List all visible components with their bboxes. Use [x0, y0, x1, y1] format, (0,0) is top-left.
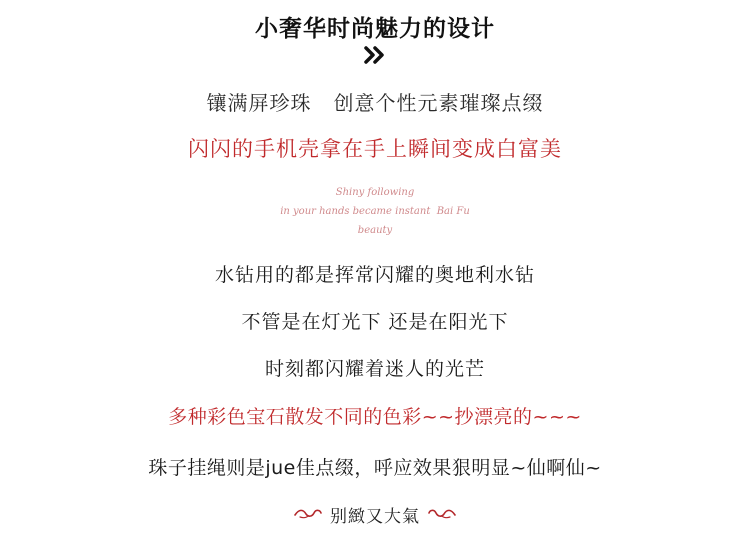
body-line-4: 珠子挂绳则是jue佳点缀，呼应效果狠明显~仙啊仙~	[148, 457, 602, 479]
page-title: 小奢华时尚魅力的设计	[255, 16, 495, 42]
body-line-3: 时刻都闪耀着迷人的光芒	[264, 358, 485, 380]
body-highlight: 多种彩色宝石散发不同的色彩~~抄漂亮的~~~	[168, 406, 582, 428]
intro-subtitle: 镶满屏珍珠 创意个性元素璀璨点缀	[206, 91, 544, 115]
footer-text: 别緻又大氣	[330, 506, 420, 527]
script-line-2: in your hands became instant Bai Fu	[280, 206, 470, 217]
intro-highlight: 闪闪的手机壳拿在手上瞬间变成白富美	[188, 137, 562, 161]
swirl-ornament-icon	[428, 505, 456, 524]
script-line-3: beauty	[357, 225, 393, 236]
script-line-1: Shiny following	[335, 187, 415, 198]
footer-tagline	[0, 501, 750, 527]
chevron-divider	[0, 46, 750, 66]
body-line-2: 不管是在灯光下 还是在阳光下	[241, 311, 509, 333]
swirl-ornament-icon	[294, 505, 322, 524]
double-chevron-right-icon	[364, 46, 386, 64]
body-line-1: 水钻用的都是挥常闪耀的奥地利水钻	[214, 264, 535, 286]
script-decoration	[0, 183, 750, 240]
